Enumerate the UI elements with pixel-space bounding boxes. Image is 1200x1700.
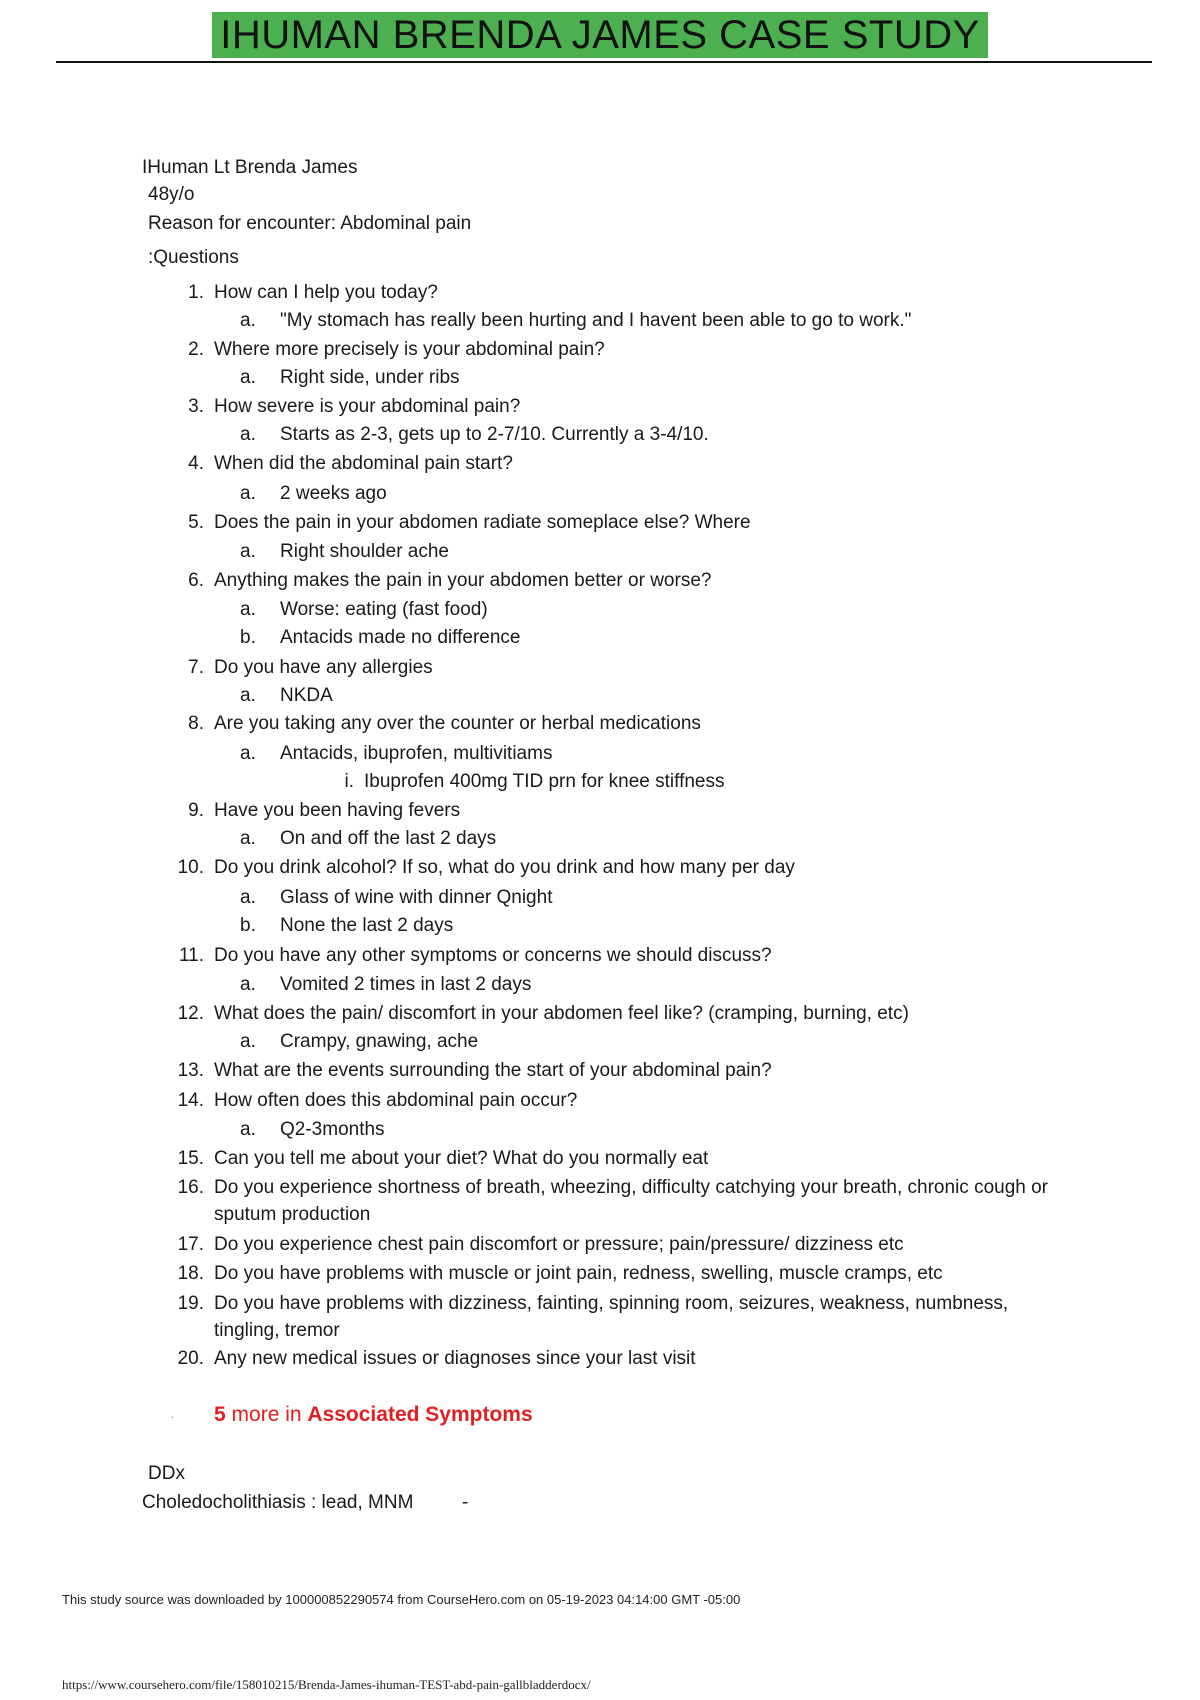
answer-text: On and off the last 2 days bbox=[280, 828, 497, 849]
answer-label: b. bbox=[240, 627, 256, 648]
answer-item bbox=[240, 596, 488, 623]
answer-item bbox=[240, 884, 552, 911]
answer-item bbox=[240, 364, 460, 391]
answer-item bbox=[240, 480, 387, 507]
answer-label: a. bbox=[240, 1119, 256, 1140]
answer-item bbox=[240, 912, 453, 939]
question-text: How severe is your abdominal pain? bbox=[214, 396, 521, 417]
question-number: 6. bbox=[188, 570, 204, 591]
more-section: Associated Symptoms bbox=[307, 1403, 533, 1426]
question-number: 13. bbox=[177, 1060, 204, 1081]
question-number: 10. bbox=[177, 857, 204, 878]
question-number: 16. bbox=[177, 1177, 204, 1198]
question-number: 8. bbox=[188, 713, 204, 734]
answer-item bbox=[240, 682, 333, 709]
question-number: 1. bbox=[188, 282, 204, 303]
answer-label: a. bbox=[240, 743, 256, 764]
answer-label: a. bbox=[240, 367, 256, 388]
answer-label: a. bbox=[240, 310, 256, 331]
answer-label: b. bbox=[240, 915, 256, 936]
patient-age: 48y/o bbox=[148, 184, 195, 205]
sub-answer-text: Ibuprofen 400mg TID prn for knee stiffness bbox=[364, 771, 725, 792]
question-text: Do you have problems with muscle or joint pain, redness, swelling, muscle cramps, etc bbox=[214, 1263, 943, 1284]
question-text: Can you tell me about your diet? What do you normally eat bbox=[214, 1148, 709, 1169]
question-number: 18. bbox=[177, 1263, 204, 1284]
answer-label: a. bbox=[240, 1031, 256, 1052]
answer-label: a. bbox=[240, 887, 256, 908]
answer-item bbox=[240, 1116, 385, 1143]
question-text: Where more precisely is your abdominal pain? bbox=[214, 339, 605, 360]
answer-text: Antacids, ibuprofen, multivitiams bbox=[280, 743, 553, 764]
question-number: 3. bbox=[188, 396, 204, 417]
question-number: 2. bbox=[188, 339, 204, 360]
ddx-label: DDx bbox=[148, 1463, 185, 1484]
title-banner bbox=[0, 12, 1200, 58]
answer-text: Right shoulder ache bbox=[280, 541, 449, 562]
question-number: 17. bbox=[177, 1234, 204, 1255]
question-number: 5. bbox=[188, 512, 204, 533]
question-text: Does the pain in your abdomen radiate someplace else? Where bbox=[214, 512, 751, 533]
answer-item bbox=[240, 421, 709, 448]
answer-item bbox=[240, 307, 911, 334]
answer-item bbox=[240, 740, 552, 767]
question-number: 19. bbox=[177, 1293, 204, 1314]
question-number: 9. bbox=[188, 800, 204, 821]
answer-label: a. bbox=[240, 685, 256, 706]
question-number: 4. bbox=[188, 453, 204, 474]
answer-label: a. bbox=[240, 483, 256, 504]
question-text: Are you taking any over the counter or herbal medications bbox=[214, 713, 701, 734]
question-text: Do you drink alcohol? If so, what do you drink and how many per day bbox=[214, 857, 795, 878]
answer-item bbox=[240, 624, 520, 651]
answer-label: a. bbox=[240, 974, 256, 995]
question-number: 15. bbox=[177, 1148, 204, 1169]
answer-text: Right side, under ribs bbox=[280, 367, 460, 388]
answer-text: Glass of wine with dinner Qnight bbox=[280, 887, 553, 908]
question-text: What are the events surrounding the start of your abdominal pain? bbox=[214, 1060, 772, 1081]
answer-text: NKDA bbox=[280, 685, 333, 706]
question-number: 7. bbox=[188, 657, 204, 678]
question-text: How often does this abdominal pain occur? bbox=[214, 1090, 578, 1111]
answer-text: Starts as 2-3, gets up to 2-7/10. Currently a 3-4/10. bbox=[280, 424, 709, 445]
sub-answer-item bbox=[310, 768, 725, 795]
answer-text: "My stomach has really been hurting and I havent been able to go to work." bbox=[280, 310, 912, 331]
question-number: 12. bbox=[177, 1003, 204, 1024]
answer-text: Vomited 2 times in last 2 days bbox=[280, 974, 532, 995]
question-text: When did the abdominal pain start? bbox=[214, 453, 513, 474]
more-associated-symptoms-link[interactable] bbox=[170, 1402, 533, 1429]
answer-label: a. bbox=[240, 424, 256, 445]
answer-text: 2 weeks ago bbox=[280, 483, 387, 504]
answer-text: Q2-3months bbox=[280, 1119, 385, 1140]
answer-text: Antacids made no difference bbox=[280, 627, 521, 648]
answer-label: a. bbox=[240, 828, 256, 849]
ddx-line: Choledocholithiasis : lead, MNM bbox=[142, 1492, 414, 1513]
question-text: Do you experience shortness of breath, wheezing, difficulty catchying your breath, chronic cough or sputum production bbox=[214, 1177, 1049, 1225]
answer-text: Worse: eating (fast food) bbox=[280, 599, 488, 620]
question-text: Have you been having fevers bbox=[214, 800, 461, 821]
question-text: Anything makes the pain in your abdomen better or worse? bbox=[214, 570, 712, 591]
source-url[interactable]: https://www.coursehero.com/file/158010215/Brenda-James-ihuman-TEST-abd-pain-gallbladderdocx/ bbox=[62, 1677, 591, 1692]
answer-label: a. bbox=[240, 599, 256, 620]
bullet-dot-icon: · bbox=[170, 1408, 175, 1424]
answer-item bbox=[240, 538, 449, 565]
question-text: Any new medical issues or diagnoses since your last visit bbox=[214, 1348, 696, 1369]
more-count: 5 bbox=[214, 1403, 226, 1426]
question-number: 14. bbox=[177, 1090, 204, 1111]
encounter-reason: Reason for encounter: Abdominal pain bbox=[148, 213, 472, 234]
ddx-dash: - bbox=[462, 1492, 469, 1513]
answer-item bbox=[240, 1028, 478, 1055]
answer-label: a. bbox=[240, 541, 256, 562]
sub-answer-label: i. bbox=[344, 771, 354, 792]
download-notice: This study source was downloaded by 100000852290574 from CourseHero.com on 05-19-2023 04:14:00 GMT -05:00 bbox=[62, 1592, 741, 1607]
question-text: Do you have any allergies bbox=[214, 657, 433, 678]
document-title: IHUMAN BRENDA JAMES CASE STUDY bbox=[212, 12, 988, 58]
answer-item bbox=[240, 825, 496, 852]
title-divider bbox=[56, 61, 1152, 63]
question-text: Do you have any other symptoms or concerns we should discuss? bbox=[214, 945, 772, 966]
question-text: Do you experience chest pain discomfort or pressure; pain/pressure/ dizziness etc bbox=[214, 1234, 904, 1255]
question-text: Do you have problems with dizziness, fainting, spinning room, seizures, weakness, numbness, tingling, tremor bbox=[214, 1293, 1009, 1341]
answer-text: Crampy, gnawing, ache bbox=[280, 1031, 479, 1052]
questions-label: :Questions bbox=[148, 247, 239, 268]
answer-item bbox=[240, 971, 531, 998]
patient-name-line: IHuman Lt Brenda James bbox=[142, 157, 358, 178]
question-text: What does the pain/ discomfort in your abdomen feel like? (cramping, burning, etc) bbox=[214, 1003, 909, 1024]
question-text: How can I help you today? bbox=[214, 282, 438, 303]
question-number: 11. bbox=[178, 945, 204, 966]
answer-text: None the last 2 days bbox=[280, 915, 454, 936]
question-number: 20. bbox=[177, 1348, 204, 1369]
more-word: more in bbox=[231, 1403, 302, 1426]
